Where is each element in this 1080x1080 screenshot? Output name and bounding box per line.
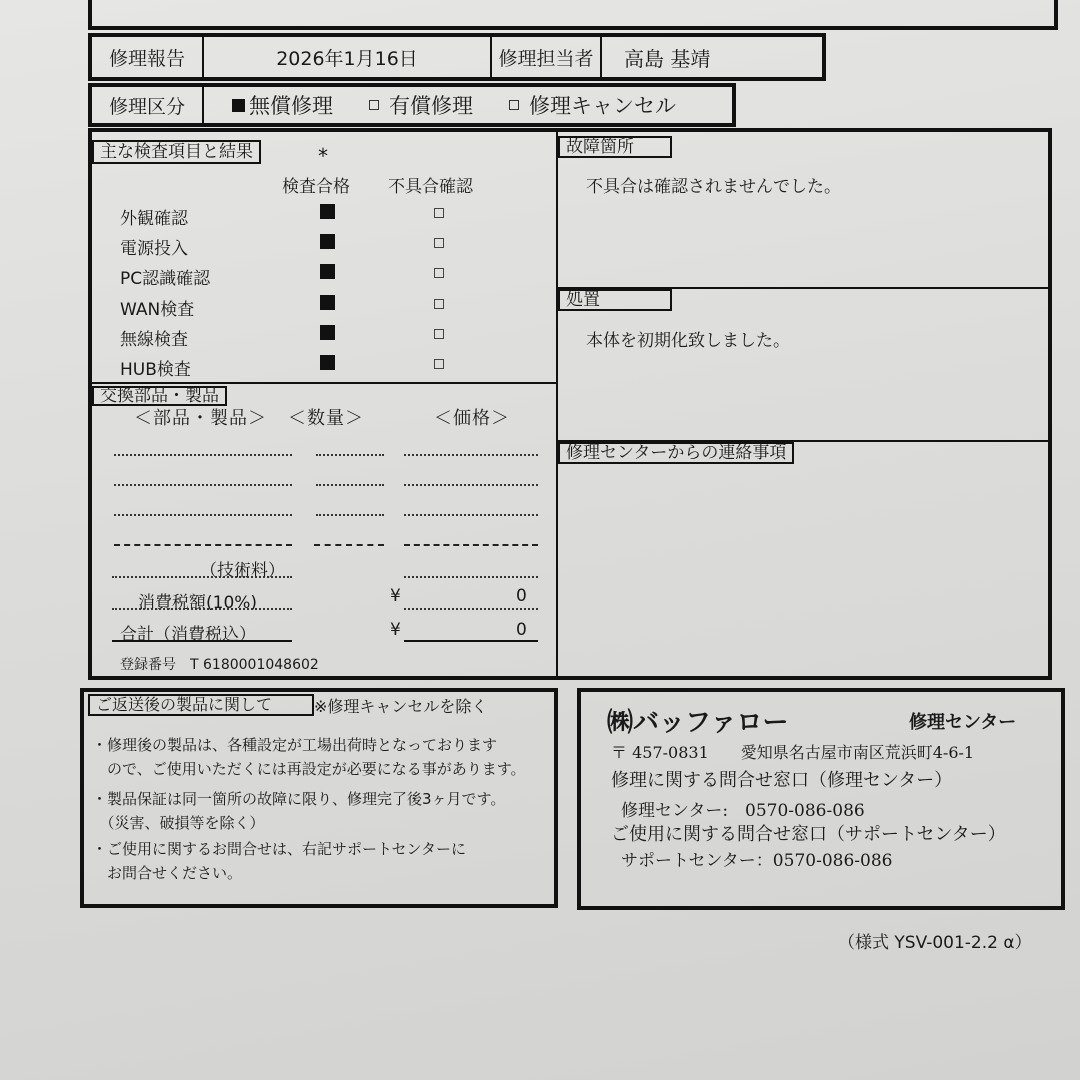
pass-checked-icon [320, 295, 335, 310]
registration-number: 登録番号 T 6180001048602 [120, 657, 319, 673]
company-address: 〒 457-0831 愛知県名古屋市南区荒浜町4-6-1 [611, 743, 975, 762]
parts-title: 交換部品・製品 [92, 386, 227, 406]
repair-contact-title: 修理に関する問合せ窓口（修理センター） [611, 770, 953, 791]
fail-unchecked-icon [434, 359, 444, 369]
total-label: 合計（消費税込） [120, 625, 256, 645]
column-divider [556, 132, 558, 680]
company-dept: 修理センター [909, 712, 1017, 733]
tax-label: 消費税額(10%) [138, 593, 258, 613]
pass-checked-icon [320, 355, 335, 370]
main-report-grid [88, 128, 1052, 680]
total-value: 0 [516, 620, 527, 640]
return-info-line: お問合せください。 [92, 864, 243, 882]
inspection-item: PC認識確認 [120, 269, 211, 289]
col-pass-header: 検査合格 [282, 177, 350, 197]
option-repair-cancel[interactable]: 修理キャンセル [509, 90, 676, 120]
fail-unchecked-icon [434, 329, 444, 339]
inspection-item: 無線検査 [120, 330, 188, 350]
pass-checked-icon [320, 325, 335, 340]
notes-title: 修理センターからの連絡事項 [558, 442, 794, 464]
fail-unchecked-icon [434, 268, 444, 278]
return-info-line: ・修理後の製品は、各種設定が工場出荷時となっております [92, 736, 498, 754]
form-id: （様式 YSV-001-2.2 α） [838, 933, 1032, 953]
report-label: 修理報告 [92, 37, 204, 77]
col-qty-header: ＜数量＞ [288, 408, 364, 429]
repair-classification-row [88, 83, 736, 127]
inspection-title: 主な検査項目と結果 [92, 140, 261, 164]
fault-title: 故障箇所 [558, 136, 672, 158]
checkbox-empty-icon [509, 100, 519, 110]
fail-unchecked-icon [434, 299, 444, 309]
col-part-header: ＜部品・製品＞ [134, 408, 267, 429]
total-currency: ¥ [390, 620, 401, 640]
divider [92, 382, 556, 384]
return-info-line: ので、ご使用いただくには再設定が必要になる事があります。 [92, 760, 526, 778]
fail-unchecked-icon [434, 208, 444, 218]
return-info-note: ※修理キャンセルを除く [314, 697, 488, 716]
return-info-line: （災害、破損等を除く） [92, 814, 265, 832]
col-fail-header: 不具合確認 [388, 177, 473, 197]
report-date: 2026年1月16日 [204, 37, 492, 77]
col-price-header: ＜価格＞ [434, 408, 510, 429]
pass-checked-icon [320, 234, 335, 249]
return-info-line: ・ご使用に関するお問合せは、右記サポートセンターに [92, 840, 466, 858]
top-section-border [88, 0, 1058, 30]
fail-unchecked-icon [434, 238, 444, 248]
technician-name: 高島 基靖 [624, 46, 711, 71]
pass-checked-icon [320, 204, 335, 219]
option-paid-repair[interactable]: 有償修理 [369, 90, 473, 120]
action-text: 本体を初期化致しました。 [586, 331, 790, 351]
checkbox-empty-icon [369, 100, 379, 110]
action-title: 処置 [558, 289, 672, 311]
return-info-line: ・製品保証は同一箇所の故障に限り、修理完了後3ヶ月です。 [92, 790, 506, 808]
inspection-item: WAN検査 [120, 300, 195, 320]
return-info-title: ご返送後の製品に関して [88, 694, 314, 716]
inspection-item: HUB検査 [120, 360, 191, 380]
tech-fee-label: （技術料） [200, 561, 285, 581]
repair-contact-phone: 修理センター: 0570-086-086 [621, 801, 865, 821]
tax-currency: ¥ [390, 586, 401, 606]
report-header-row [88, 33, 826, 81]
support-contact-phone: サポートセンター：0570-086-086 [621, 851, 893, 871]
support-contact-title: ご使用に関する問合せ窓口（サポートセンター） [611, 824, 1006, 845]
technician-label: 修理担当者 [492, 37, 602, 77]
fault-text: 不具合は確認されませんでした。 [586, 177, 841, 197]
company-name: ㈱バッファロー [607, 708, 789, 738]
inspection-item: 電源投入 [120, 239, 188, 259]
inspection-item: 外観確認 [120, 209, 188, 229]
classification-label: 修理区分 [92, 87, 204, 123]
company-contact-box [577, 688, 1065, 910]
checkbox-checked-icon [232, 99, 245, 112]
pass-checked-icon [320, 264, 335, 279]
inspection-asterisk: * [318, 144, 328, 168]
return-info-box [80, 688, 558, 908]
option-free-repair[interactable]: 無償修理 [232, 90, 333, 120]
tax-value: 0 [516, 586, 527, 606]
